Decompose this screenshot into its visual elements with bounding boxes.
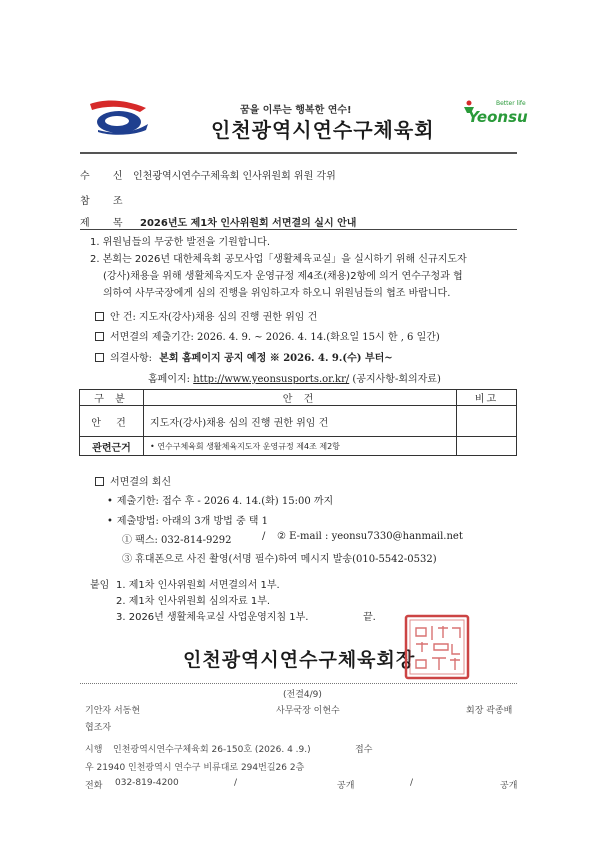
checkbox-icon <box>95 353 104 362</box>
slogan: 꿈을 이루는 행복한 연수! <box>240 105 352 116</box>
org-title: 인천광역시연수구체육회 <box>211 118 435 142</box>
brand-tag: Better life <box>496 100 526 107</box>
subject-divider <box>80 229 517 230</box>
chair: 회장 곽종배 <box>466 706 513 716</box>
receipt-label: 접수 <box>355 745 373 755</box>
official-seal-icon <box>404 614 470 680</box>
paragraph-2-line-3: 의하여 사무국장에게 심의 진행을 위임하고자 하오니 위원님들의 협조 바랍니다. <box>103 288 451 299</box>
table-cell-value: 지도자(강사)채용 심의 진행 권한 위임 건 <box>144 406 457 437</box>
secretary: 사무국장 이현수 <box>276 706 340 716</box>
signature-title: 인천광역시연수구체육회장 <box>183 649 416 671</box>
footer-slash-1: / <box>234 778 238 788</box>
doc-number-value: 인천광역시연수구체육회 26-150호 (2026. 4 .9.) <box>113 745 311 755</box>
agenda-item <box>95 308 317 323</box>
checkbox-icon <box>95 332 104 341</box>
checkbox-icon <box>95 312 104 321</box>
bullet-icon: • <box>107 496 113 507</box>
period-text: 서면결의 제출기간: 2026. 4. 9. ~ 2026. 4. 14.(화요일 15시 한 , 6 일간) <box>110 332 440 343</box>
attachments-label: 붙임 <box>90 580 110 591</box>
brand-logo <box>462 100 526 128</box>
reply-option-1: ① 팩스: 032-814-9292 <box>122 535 232 546</box>
homepage-item <box>148 370 441 385</box>
reference-label: 참 조 <box>80 196 133 207</box>
table-header: 구 분 <box>80 390 144 406</box>
public-status-2: 공개 <box>500 781 518 791</box>
reply-method <box>107 512 268 527</box>
attachment-1: 1. 제1차 인사위원회 서면결의서 1부. <box>116 580 280 591</box>
table-header: 안 건 <box>144 390 457 406</box>
recipient-label: 수 신 <box>80 171 133 182</box>
reply-option-separator: / <box>262 531 266 542</box>
result-label: 의결사항: <box>110 353 153 364</box>
homepage-label: 홈페이지: <box>148 374 191 385</box>
paragraph-2-line-2: (강사)채용을 위해 생활체육지도자 운영규정 제4조(채용)2항에 의거 연수구청과 협 <box>103 271 463 282</box>
org-emblem-icon <box>88 96 150 136</box>
homepage-note: (공지사항-회의자료) <box>352 374 441 385</box>
table-cell-key: 안 건 <box>80 406 144 437</box>
table-header-row <box>80 390 517 406</box>
brand-name: Yeonsu <box>468 108 528 126</box>
end-mark: 끝. <box>363 612 376 623</box>
paragraph-1: 1. 위원님들의 무궁한 발전을 기원합니다. <box>90 237 270 248</box>
bullet-icon: • <box>107 516 113 527</box>
table-cell-note <box>457 437 517 456</box>
phone: 032-819-4200 <box>115 778 179 788</box>
address: 우 21940 인천광역시 연수구 비류대로 294번길26 2층 <box>85 763 305 773</box>
phone-label: 전화 <box>85 781 103 791</box>
checkbox-icon <box>95 477 104 486</box>
cooperator: 협조자 <box>85 723 112 733</box>
attachment-2: 2. 제1차 인사위원회 심의자료 1부. <box>116 596 271 607</box>
result-value: 본회 홈페이지 공지 예정 ※ 2026. 4. 9.(수) 부터~ <box>159 353 393 364</box>
agenda-table <box>79 389 517 456</box>
subject-value: 2026년도 제1차 인사위원회 서면결의 실시 안내 <box>140 218 357 229</box>
header-divider <box>80 152 517 154</box>
reply-title <box>95 473 171 488</box>
table-row <box>80 406 517 437</box>
table-cell-value: • 연수구체육회 생활체육지도자 운영규정 제4조 제2항 <box>144 437 457 456</box>
doc-number-label: 시행 <box>85 745 103 755</box>
paragraph-2-line-1: 2. 본회는 2026년 대한체육회 공모사업「생활체육교실」을 실시하기 위해 신규지도자 <box>90 254 467 265</box>
reply-method-text: 제출방법: 아래의 3개 방법 중 택 1 <box>116 516 268 527</box>
reply-option-3: ③ 휴대폰으로 사진 촬영(서명 필수)하여 메시지 발송(010-5542-0532) <box>122 554 437 565</box>
recipient-value: 인천광역시연수구체육회 인사위원회 위원 각위 <box>133 171 336 182</box>
table-cell-key: 관련근거 <box>80 437 144 456</box>
reply-deadline <box>107 492 333 507</box>
public-status-1: 공개 <box>337 781 355 791</box>
subject-label: 제 목 <box>80 218 133 229</box>
signature-divider <box>80 683 517 684</box>
table-cell-note <box>457 406 517 437</box>
reply-option-2: ② E-mail : yeonsu7330@hanmail.net <box>277 531 463 542</box>
period-item <box>95 328 440 343</box>
reply-title-text: 서면결의 회신 <box>110 477 172 488</box>
attachment-3: 3. 2026년 생활체육교실 사업운영지침 1부. <box>116 612 309 623</box>
footer-slash-2: / <box>410 778 414 788</box>
result-item <box>95 349 393 364</box>
table-row <box>80 437 517 456</box>
agenda-text: 안 건: 지도자(강사)채용 심의 진행 권한 위임 건 <box>110 312 318 323</box>
reply-deadline-text: 제출기한: 접수 후 - 2026 4. 14.(화) 15:00 까지 <box>116 496 334 507</box>
drafter: 기안자 서동현 <box>85 706 141 716</box>
homepage-link[interactable]: http://www.yeonsusports.or.kr/ <box>193 374 350 385</box>
approval-note: (전결4/9) <box>283 690 322 700</box>
table-header: 비고 <box>457 390 517 406</box>
